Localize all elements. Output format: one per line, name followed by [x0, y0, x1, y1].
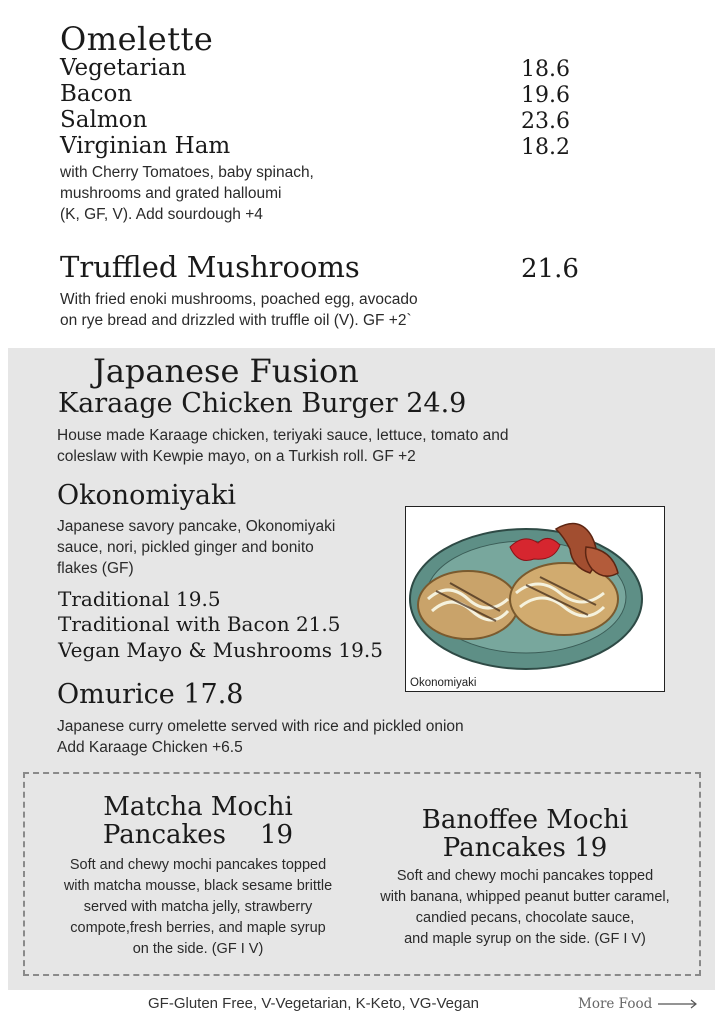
omelette-option-ham: Virginian Ham [60, 133, 231, 159]
okonomiyaki-image-caption: Okonomiyaki [410, 677, 477, 689]
desc-line: compote,fresh berries, and maple syrup [70, 920, 326, 936]
desc-line: sauce, nori, pickled ginger and bonito [57, 539, 314, 556]
matcha-price: 19 [260, 820, 294, 850]
okonomiyaki-illustration [405, 506, 665, 692]
truffled-price: 21.6 [521, 254, 579, 284]
okonomiyaki-description [57, 516, 335, 579]
desc-line: House made Karaage chicken, teriyaki sauce, lettuce, tomato and [57, 427, 509, 444]
desc-line: With fried enoki mushrooms, poached egg, avocado [60, 291, 418, 308]
omelette-price-salmon: 23.6 [521, 109, 570, 134]
matcha-title-pancakes: Pancakes [102, 820, 227, 850]
desc-line: served with matcha jelly, strawberry [83, 899, 313, 915]
desc-line: and maple syrup on the side. (GF I V) [404, 931, 646, 947]
banoffee-mochi-description [356, 866, 694, 950]
omelette-option-salmon: Salmon [60, 107, 148, 133]
truffled-title: Truffled Mushrooms [60, 250, 360, 284]
omelette-option-bacon: Bacon [60, 81, 133, 107]
long-right-arrow-icon[interactable] [658, 999, 698, 1009]
omelette-title: Omelette [60, 20, 214, 58]
desc-line: coleslaw with Kewpie mayo, on a Turkish roll. GF +2 [57, 448, 416, 465]
dietary-legend: GF-Gluten Free, V-Vegetarian, K-Keto, VG-Vegan [148, 995, 480, 1012]
truffled-description [60, 289, 418, 331]
desc-line: with matcha mousse, black sesame brittle [63, 878, 333, 894]
omelette-price-ham: 18.2 [521, 135, 570, 160]
karaage-title: Karaage Chicken Burger 24.9 [58, 388, 467, 419]
desc-line: mushrooms and grated halloumi [60, 185, 282, 202]
desc-line: Soft and chewy mochi pancakes topped [69, 857, 327, 873]
omelette-price-vegetarian: 18.6 [521, 57, 570, 82]
desc-line: flakes (GF) [57, 560, 134, 577]
okonomiyaki-option-traditional: Traditional 19.5 [58, 587, 221, 611]
more-food-label[interactable]: More Food [578, 996, 653, 1012]
desc-line: Add Karaage Chicken +6.5 [57, 739, 243, 756]
matcha-mochi-description [23, 855, 373, 960]
desc-line: on the side. (GF I V) [132, 941, 264, 957]
desc-line: (K, GF, V). Add sourdough +4 [60, 206, 263, 223]
desc-line: with Cherry Tomatoes, baby spinach, [60, 164, 314, 181]
more-food-link[interactable] [578, 996, 698, 1012]
omurice-title: Omurice 17.8 [57, 679, 244, 710]
okonomiyaki-option-bacon: Traditional with Bacon 21.5 [58, 612, 341, 636]
omelette-option-vegetarian: Vegetarian [60, 55, 187, 81]
desc-line: Soft and chewy mochi pancakes topped [396, 868, 654, 884]
desc-line: on rye bread and drizzled with truffle oil (V). GF +2` [60, 312, 412, 329]
matcha-title-line2 [23, 821, 373, 849]
okonomiyaki-title: Okonomiyaki [57, 480, 236, 511]
japanese-section-title: Japanese Fusion [93, 352, 359, 390]
desc-line: Japanese curry omelette served with rice and pickled onion [57, 718, 464, 735]
karaage-description [57, 425, 508, 467]
okonomiyaki-plate-drawing [406, 507, 664, 691]
banoffee-mochi-title [356, 806, 694, 862]
matcha-title-line1: Matcha Mochi [103, 792, 293, 822]
desc-line: with banana, whipped peanut butter caramel, [380, 889, 670, 905]
banoffee-title-line2: Pancakes 19 [442, 833, 608, 863]
desc-line: Japanese savory pancake, Okonomiyaki [57, 518, 336, 535]
omelette-description [60, 162, 314, 225]
omelette-price-bacon: 19.6 [521, 83, 570, 108]
omurice-description [57, 716, 464, 758]
matcha-mochi-title [23, 793, 373, 849]
okonomiyaki-option-vegan: Vegan Mayo & Mushrooms 19.5 [58, 638, 383, 662]
desc-line: candied pecans, chocolate sauce, [415, 910, 635, 926]
banoffee-title-line1: Banoffee Mochi [421, 805, 629, 835]
